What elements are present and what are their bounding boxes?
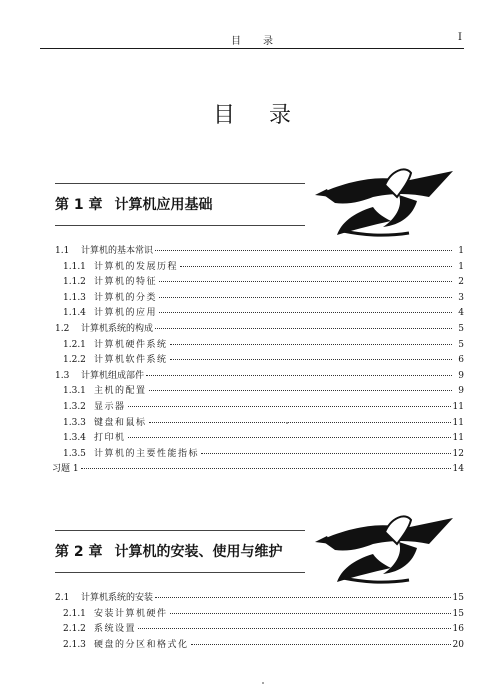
toc-entry-label: 计算机系统的构成 [81, 323, 154, 334]
toc-leader-dots [149, 413, 451, 423]
toc-entry-label: 键盘和鼠标 [94, 417, 147, 428]
toc-leader-dots [128, 397, 451, 407]
chapter-2-toc [55, 590, 464, 652]
chapter-2-number: 第 2 章 [55, 544, 103, 560]
toc-entry-label: 计算机硬件系统 [94, 339, 168, 350]
toc-entry-page: 9 [458, 386, 464, 397]
chapter-1-heading [55, 183, 464, 243]
toc-leader-dots [128, 428, 451, 438]
toc-entry-label: 计算机组成部件 [81, 370, 145, 381]
chapter-rule-bottom [55, 572, 305, 573]
running-title: 目录 [231, 36, 295, 47]
toc-entry [55, 637, 464, 653]
toc-entry-page: 11 [452, 433, 464, 444]
toc-entry-label: 硬盘的分区和格式化 [94, 639, 189, 650]
toc-entry-number: 2.1.1 [63, 608, 86, 619]
toc-leader-dots [155, 588, 451, 598]
toc-entry-label: 计算机系统的安装 [81, 593, 154, 603]
toc-entry-page: 15 [452, 608, 464, 619]
toc-leader-dots [170, 604, 451, 614]
running-header [40, 32, 464, 49]
page-title: 目录 [212, 103, 325, 128]
toc-entry-number: 1.3.5 [63, 448, 86, 459]
toc-entry-page: 1 [458, 261, 464, 272]
toc-entry-page: 9 [458, 370, 464, 381]
chapter-rule-bottom [55, 225, 305, 226]
toc-leader-dots [155, 319, 452, 329]
toc-entry-page: 3 [458, 292, 464, 303]
toc-leader-dots [191, 635, 451, 645]
toc-entry-number: 1.1.1 [63, 261, 86, 272]
toc-entry-page: 5 [458, 323, 464, 334]
toc-entry-number: 2.1.3 [63, 639, 86, 650]
toc-leader-dots [180, 257, 452, 267]
toc-leader-dots [170, 350, 452, 360]
toc-entry-label: 打印机 [94, 433, 126, 444]
chapter-1-title [55, 194, 213, 214]
page-number: I [458, 32, 462, 43]
toc-entry-label: 计算机的主要性能指标 [94, 448, 200, 459]
toc-entry-page: 20 [452, 639, 464, 650]
scan-speck [286, 422, 288, 424]
toc-entry [52, 461, 464, 477]
toc-entry-label: 计算机的分类 [94, 292, 158, 303]
toc-entry-page: 12 [452, 448, 464, 459]
toc-entry-number: 1.3.1 [63, 386, 86, 397]
chapter-rule-top [55, 530, 305, 531]
toc-entry-number: 1.2 [55, 323, 70, 334]
toc-entry-label: 计算机的特征 [94, 277, 158, 288]
toc-leader-dots [81, 459, 451, 469]
chapter-1-number: 第 1 章 [55, 197, 103, 213]
chapter-1-section [52, 183, 464, 477]
pen-bird-logo-icon [313, 167, 463, 243]
toc-entry-label: 计算机的发展历程 [94, 261, 179, 272]
toc-entry-label: 计算机的基本常识 [81, 246, 154, 256]
toc-entry-page: 11 [452, 401, 464, 412]
toc-entry-number: 1.1.2 [63, 277, 86, 288]
toc-entry-number: 1.2.2 [63, 355, 86, 366]
chapter-rule-top [55, 183, 305, 184]
toc-leader-dots [201, 444, 451, 454]
toc-leader-dots [138, 619, 451, 629]
toc-entry-number: 1.3.4 [63, 433, 86, 444]
pen-bird-logo-icon [313, 514, 463, 590]
toc-leader-dots [155, 241, 452, 251]
toc-entry-number: 2.1.2 [63, 624, 86, 635]
toc-entry-page: 16 [452, 624, 464, 635]
toc-entry-page: 14 [452, 464, 464, 475]
toc-entry-number: 1.1.3 [63, 292, 86, 303]
toc-entry-label: 安装计算机硬件 [94, 608, 168, 619]
toc-entry-page: 1 [458, 246, 464, 256]
toc-leader-dots [159, 288, 452, 298]
toc-entry-page: 6 [458, 355, 464, 366]
toc-entry-label: 计算机软件系统 [94, 355, 168, 366]
toc-leader-dots [159, 272, 452, 282]
toc-entry-page: 4 [458, 308, 464, 319]
toc-entry-number: 1.2.1 [63, 339, 86, 350]
chapter-2-section [55, 530, 464, 652]
toc-entry-page: 11 [452, 417, 464, 428]
toc-leader-dots [159, 303, 452, 313]
toc-entry-number: 2.1 [55, 593, 70, 603]
toc-leader-dots [149, 381, 452, 391]
scan-speck [262, 682, 264, 684]
toc-entry-number: 1.1.4 [63, 308, 86, 319]
toc-entry-label: 主机的配置 [94, 386, 147, 397]
chapter-2-title [55, 541, 283, 561]
toc-leader-dots [146, 366, 452, 376]
chapter-2-heading [55, 530, 464, 590]
toc-entry-page: 2 [458, 277, 464, 288]
toc-entry-number: 1.3 [55, 370, 70, 381]
toc-leader-dots [170, 335, 452, 345]
toc-entry-label: 习题 1 [52, 464, 79, 475]
chapter-1-name: 计算机应用基础 [114, 197, 213, 213]
chapter-1-toc [52, 243, 464, 477]
toc-entry-label: 计算机的应用 [94, 308, 158, 319]
toc-entry-number: 1.1 [55, 246, 70, 256]
toc-entry-page: 15 [452, 593, 464, 603]
toc-entry-label: 显示器 [94, 401, 126, 412]
toc-entry-number: 1.3.3 [63, 417, 86, 428]
toc-entry-label: 系统设置 [94, 624, 137, 635]
chapter-2-name: 计算机的安装、使用与维护 [114, 544, 283, 560]
toc-entry-number: 1.3.2 [63, 401, 86, 412]
toc-entry-page: 5 [458, 339, 464, 350]
